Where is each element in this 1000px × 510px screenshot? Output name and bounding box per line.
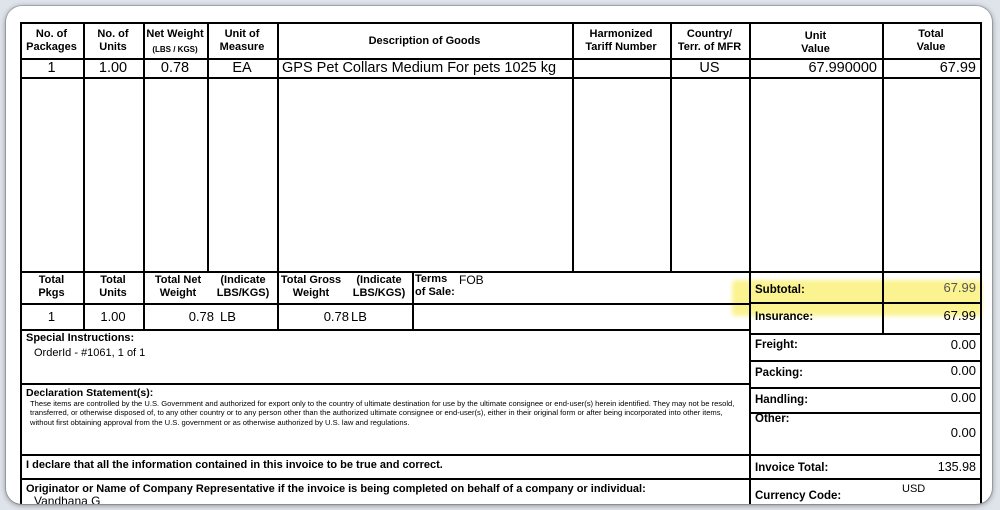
col-net-weight-unit: (LBS / KGS) [152, 45, 198, 54]
terms-label: Terms of Sale: [415, 273, 455, 298]
currency-code-value: USD [902, 483, 926, 495]
special-instructions-text: OrderId - #1061, 1 of 1 [34, 347, 146, 359]
net-indicate-header: (Indicate LBS/KGS) [216, 274, 270, 299]
packing-label: Packing: [755, 367, 803, 379]
total-gross-weight: 0.78 [323, 309, 349, 324]
other-label: Other: [755, 413, 790, 425]
item-description: GPS Pet Collars Medium For pets 1025 kg [282, 60, 557, 76]
subtotal-label: Subtotal: [755, 284, 805, 296]
gross-indicate-header: (Indicate LBS/KGS) [352, 274, 406, 299]
handling-value: 0.00 [950, 390, 976, 405]
col-packages-header: No. of Packages [26, 28, 77, 53]
insurance-label: Insurance: [755, 311, 814, 323]
col-units-header: No. of Units [97, 28, 129, 53]
total-units: 1.00 [100, 309, 126, 324]
terms-value: FOB [459, 273, 484, 287]
total-units-header: Total Units [99, 274, 127, 299]
insurance-value: 67.99 [943, 308, 976, 323]
invoice-total-label: Invoice Total: [755, 462, 829, 474]
freight-label: Freight: [755, 339, 798, 351]
col-net-weight-header: Net Weight [146, 28, 204, 40]
col-measure-header: Unit of Measure [219, 28, 265, 53]
originator-name: Vandhana G [34, 494, 101, 504]
packing-value: 0.00 [950, 363, 976, 378]
currency-code-label: Currency Code: [755, 490, 842, 502]
total-pkgs-header: Total Pkgs [38, 274, 65, 299]
total-gross-header: Total Gross Weight [280, 274, 342, 299]
item-measure: EA [232, 60, 252, 76]
item-packages: 1 [47, 60, 56, 76]
item-total-value: 67.99 [939, 60, 976, 76]
item-country: US [699, 60, 720, 76]
col-total-value-header: Total Value [916, 28, 946, 53]
total-net-unit: LB [220, 309, 236, 324]
col-country-header: Country/ Terr. of MFR [677, 28, 742, 53]
freight-value: 0.00 [950, 337, 976, 352]
other-value: 0.00 [950, 425, 976, 440]
col-tariff-header: Harmonized Tariff Number [585, 28, 657, 53]
subtotal-value: 67.99 [943, 280, 976, 295]
total-gross-unit: LB [351, 309, 367, 324]
item-net-weight: 0.78 [160, 60, 190, 76]
declaration-text: These items are controlled by the U.S. Government and authorized for export only to the country of ultimate destination for use by the ultimate consignee or end-user(s) herein identified. They may not be resold, transferred, or otherwise disposed of, to any other country or to any person other than the authorized ultimate consignee or end-user(s), either in their original form or after being incorporated into other items, without first obtaining approval from the U.S. government or as otherwise authorized by U.S. law and regulations. [30, 399, 735, 427]
col-description-header: Description of Goods [368, 35, 481, 47]
originator-label: Originator or Name of Company Representative if the invoice is being completed on behalf of a company or individual: [26, 483, 646, 495]
total-net-weight: 0.78 [188, 309, 214, 324]
invoice-total-value: 135.98 [937, 460, 976, 474]
certification-statement: I declare that all the information contained in this invoice to be true and correct. [26, 459, 443, 471]
invoice-page [6, 6, 992, 504]
declaration-label: Declaration Statement(s): [26, 387, 154, 399]
handling-label: Handling: [755, 394, 809, 406]
commercial-invoice-table [20, 22, 982, 504]
item-unit-value: 67.990000 [808, 60, 877, 76]
special-instructions-label: Special Instructions: [26, 332, 135, 344]
total-pkgs: 1 [47, 309, 56, 324]
col-unit-value-header: Unit Value [801, 30, 830, 55]
total-net-header: Total Net Weight [154, 274, 202, 299]
item-units: 1.00 [98, 60, 128, 76]
